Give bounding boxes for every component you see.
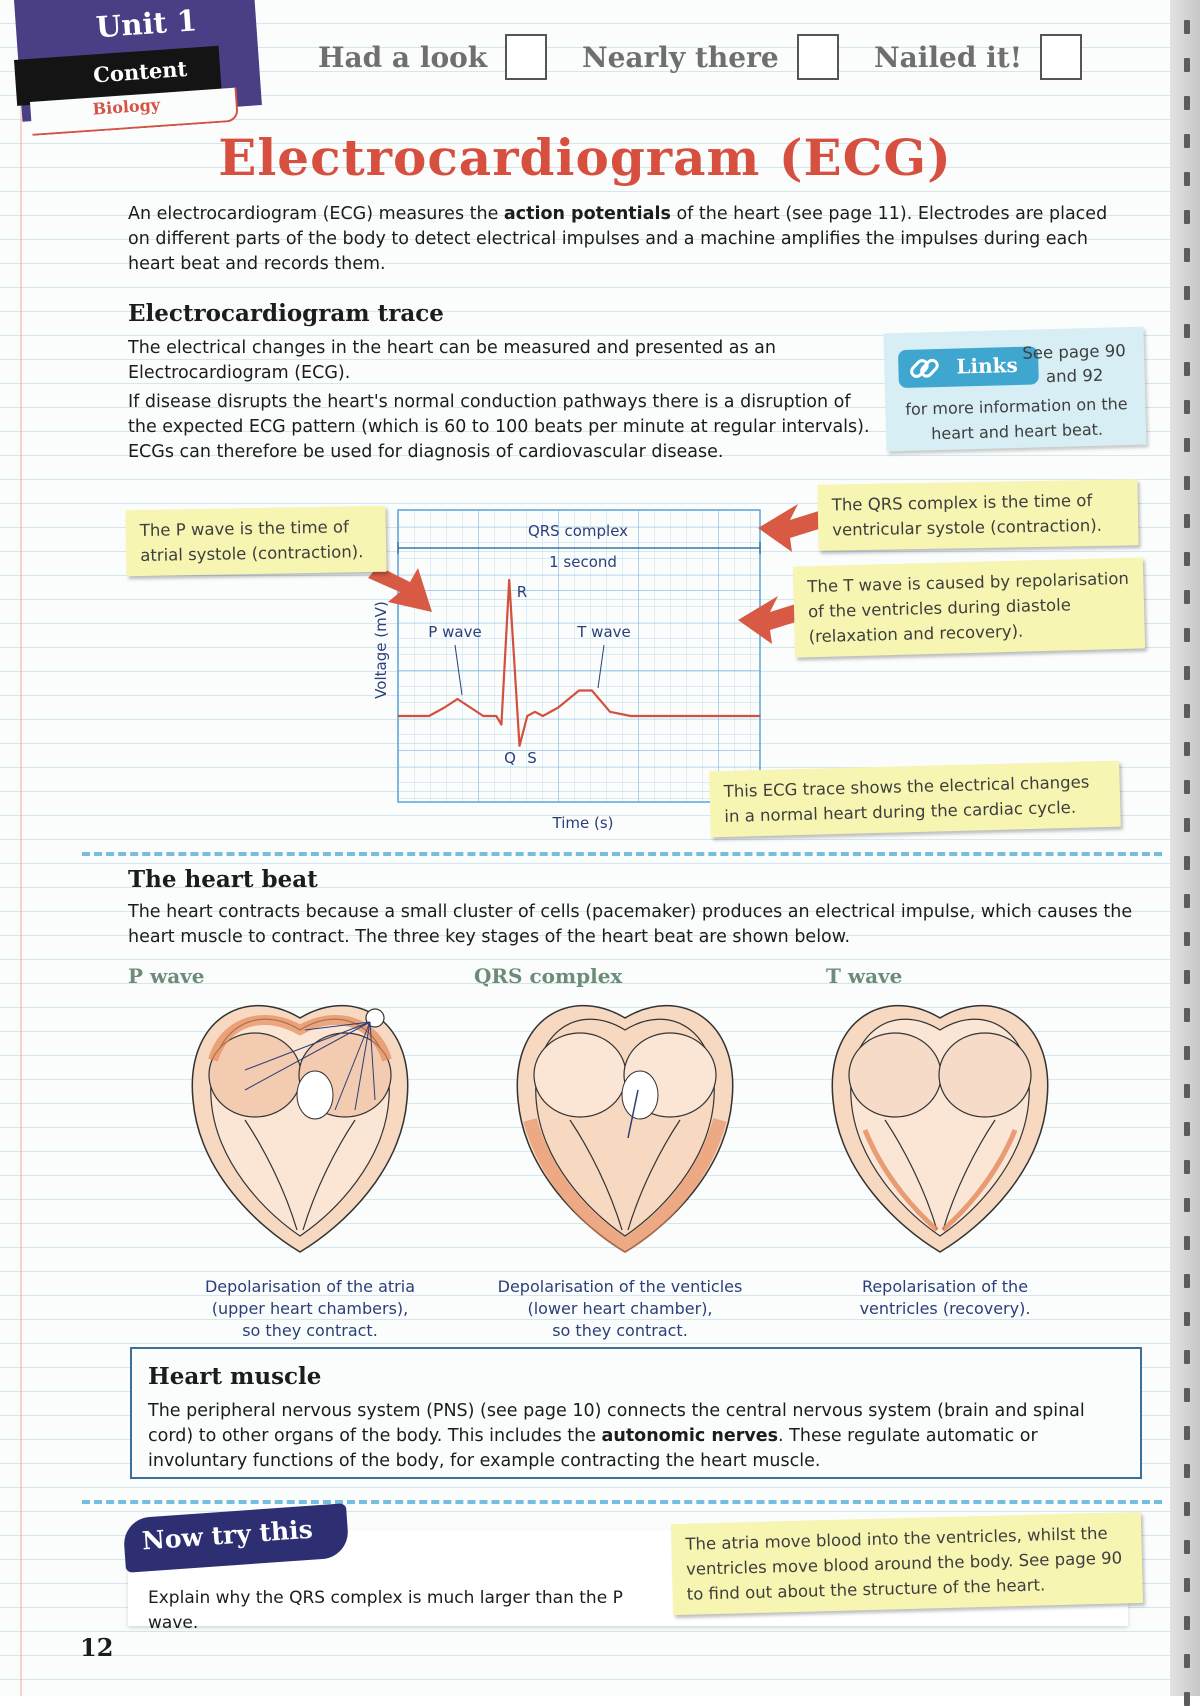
ecg-data-point xyxy=(534,711,536,713)
p-wave-label: P wave xyxy=(428,623,482,641)
trace-paragraph-2: If disease disrupts the heart's normal conduction pathways there is a disruption of the expected ECG pattern (which is 60 to 100 beats per minute at regular intervals). ECGs can therefore be used for diagnosis of cardiovascular disease. xyxy=(128,392,870,462)
intro-bold: action potentials xyxy=(503,204,671,224)
binder-ring xyxy=(1184,1654,1190,1668)
caption-line: (lower heart chamber), xyxy=(527,1299,713,1318)
ecg-data-point xyxy=(519,745,521,747)
ecg-data-point xyxy=(578,690,580,692)
section-divider xyxy=(82,852,1162,856)
binder-ring xyxy=(1184,1160,1190,1174)
ecg-data-point xyxy=(591,690,593,692)
unit-label: Unit 1 xyxy=(94,3,199,45)
binder-ring xyxy=(1184,1578,1190,1592)
t-wave-label: T wave xyxy=(577,623,631,641)
caption-line: Repolarisation of the xyxy=(861,1277,1029,1296)
links-more-info: for more information on the heart and heart beat. xyxy=(905,394,1128,444)
ecg-data-point xyxy=(508,579,510,581)
binder-ring xyxy=(1184,1692,1190,1706)
subject-label: Biology xyxy=(91,94,161,119)
note-t-wave: The T wave is caused by repolarisation of the ventricles during diastole (relaxation and recovery). xyxy=(793,557,1145,657)
binder-ring xyxy=(1184,970,1190,984)
caption-line: so they contract. xyxy=(242,1321,378,1340)
progress-label: Nearly there xyxy=(582,40,779,74)
ecg-data-point xyxy=(542,715,544,717)
section-divider xyxy=(82,1500,1162,1504)
note-p-wave: The P wave is the time of atrial systole (contraction). xyxy=(125,506,386,577)
ecg-data-point xyxy=(609,711,611,713)
binder-ring xyxy=(1184,1122,1190,1136)
caption-p-wave xyxy=(165,1276,455,1342)
progress-label: Nailed it! xyxy=(874,40,1023,74)
binder-ring xyxy=(1184,1046,1190,1060)
binder-ring xyxy=(1184,1008,1190,1022)
ecg-data-point xyxy=(428,715,430,717)
now-try-hint: The atria move blood into the ventricles, whilst the ventricles move blood around the body. See page 90 to find out about the structure of the heart. xyxy=(671,1512,1143,1615)
binder-ring xyxy=(1184,1616,1190,1630)
caption-line: so they contract. xyxy=(552,1321,688,1340)
binder-ring xyxy=(1184,1274,1190,1288)
binder-ring xyxy=(1184,1350,1190,1364)
q-label: Q xyxy=(504,749,516,767)
ecg-data-point xyxy=(495,715,497,717)
ecg-data-point xyxy=(457,698,459,700)
heart-muscle-text: The peripheral nervous system (PNS) (see page 10) connects the central nervous system (brain and spinal cord) to other organs of the body. This includes the xyxy=(148,1401,1085,1446)
heart-muscle-box xyxy=(130,1347,1142,1479)
r-label: R xyxy=(516,583,528,601)
links-label: Links xyxy=(956,352,1019,379)
caption-line: (upper heart chambers), xyxy=(211,1299,409,1318)
ecg-data-point xyxy=(656,715,658,717)
arrow-qrs xyxy=(758,504,822,552)
s-label: S xyxy=(527,749,537,767)
heart-diagram-t-wave xyxy=(825,990,1055,1260)
trace-paragraph-1: The electrical changes in the heart can be measured and presented as an Electrocardiogram (ECG). xyxy=(128,338,776,383)
caption-line: Depolarisation of the venticles xyxy=(497,1277,743,1296)
binder-ring xyxy=(1184,1236,1190,1250)
binder-ring xyxy=(1184,1426,1190,1440)
heart-muscle-text-2: . These regulate automatic or involuntary functions of the body, for example contracting the heart muscle. xyxy=(148,1426,1038,1471)
heartbeat-heading: The heart beat xyxy=(128,866,318,893)
ecg-data-point xyxy=(501,724,503,726)
heart-muscle-paragraph xyxy=(148,1399,1123,1474)
binder-ring xyxy=(1184,1198,1190,1212)
caption-t-wave xyxy=(800,1276,1090,1320)
links-see-page: See page 90 and 92 xyxy=(1022,341,1127,387)
y-axis-label: Voltage (mV) xyxy=(372,601,390,699)
heart-diagram-p-wave xyxy=(185,990,415,1260)
page-number: 12 xyxy=(80,1633,114,1662)
ecg-data-point xyxy=(470,707,472,709)
note-ecg-trace: This ECG trace shows the electrical changes in a normal heart during the cardiac cycle. xyxy=(709,761,1121,838)
ecg-data-point xyxy=(558,707,560,709)
ecg-data-point xyxy=(397,715,399,717)
qrs-complex-label: QRS complex xyxy=(527,522,629,540)
caption-line: Depolarisation of the atria xyxy=(204,1277,415,1296)
page-title: Electrocardiogram (ECG) xyxy=(218,128,952,187)
note-qrs: The QRS complex is the time of ventricular systole (contraction). xyxy=(817,479,1138,551)
now-try-question: Explain why the QRS complex is much larger than the P wave. xyxy=(148,1588,623,1633)
binder-ring xyxy=(1184,1312,1190,1326)
one-second-label: 1 second xyxy=(549,553,617,571)
binder-ring xyxy=(1184,894,1190,908)
binder-ring xyxy=(1184,1502,1190,1516)
stage-label-p-wave: P wave xyxy=(128,964,205,988)
ecg-data-point xyxy=(444,707,446,709)
trace-heading: Electrocardiogram trace xyxy=(128,300,444,327)
caption-qrs xyxy=(475,1276,765,1342)
ecg-data-point xyxy=(526,715,528,717)
intro-text-2: of the heart (see page 11). Electrodes are placed on different parts of the body to detect electrical impulses and a machine amplifies the impulses during each heart beat and records them. xyxy=(128,204,1108,274)
heart-muscle-bold: autonomic nerves xyxy=(601,1426,779,1446)
caption-line: ventricles (recovery). xyxy=(859,1299,1031,1318)
content-label: Content xyxy=(92,55,188,88)
now-try-label: Now try this xyxy=(140,1514,314,1556)
binder-ring xyxy=(1184,1540,1190,1554)
intro-text: An electrocardiogram (ECG) measures the xyxy=(128,204,504,224)
ecg-data-point xyxy=(707,715,709,717)
heartbeat-paragraph: The heart contracts because a small cluster of cells (pacemaker) produces an electrical impulse, which causes the heart muscle to contract. The three key stages of the heart beat are shown below. xyxy=(128,902,1133,947)
ecg-data-point xyxy=(483,715,485,717)
x-axis-label: Time (s) xyxy=(552,814,614,832)
stage-label-qrs: QRS complex xyxy=(474,964,623,988)
stage-label-t-wave: T wave xyxy=(826,964,903,988)
ecg-data-point xyxy=(759,715,761,717)
heart-diagram-qrs xyxy=(510,990,740,1260)
heart-muscle-heading: Heart muscle xyxy=(148,1363,322,1390)
ecg-data-point xyxy=(630,715,632,717)
binder-ring xyxy=(1184,1388,1190,1402)
binder-ring xyxy=(1184,1464,1190,1478)
binder-ring xyxy=(1184,1084,1190,1098)
binder-ring xyxy=(1184,932,1190,946)
progress-label: Had a look xyxy=(318,40,488,74)
